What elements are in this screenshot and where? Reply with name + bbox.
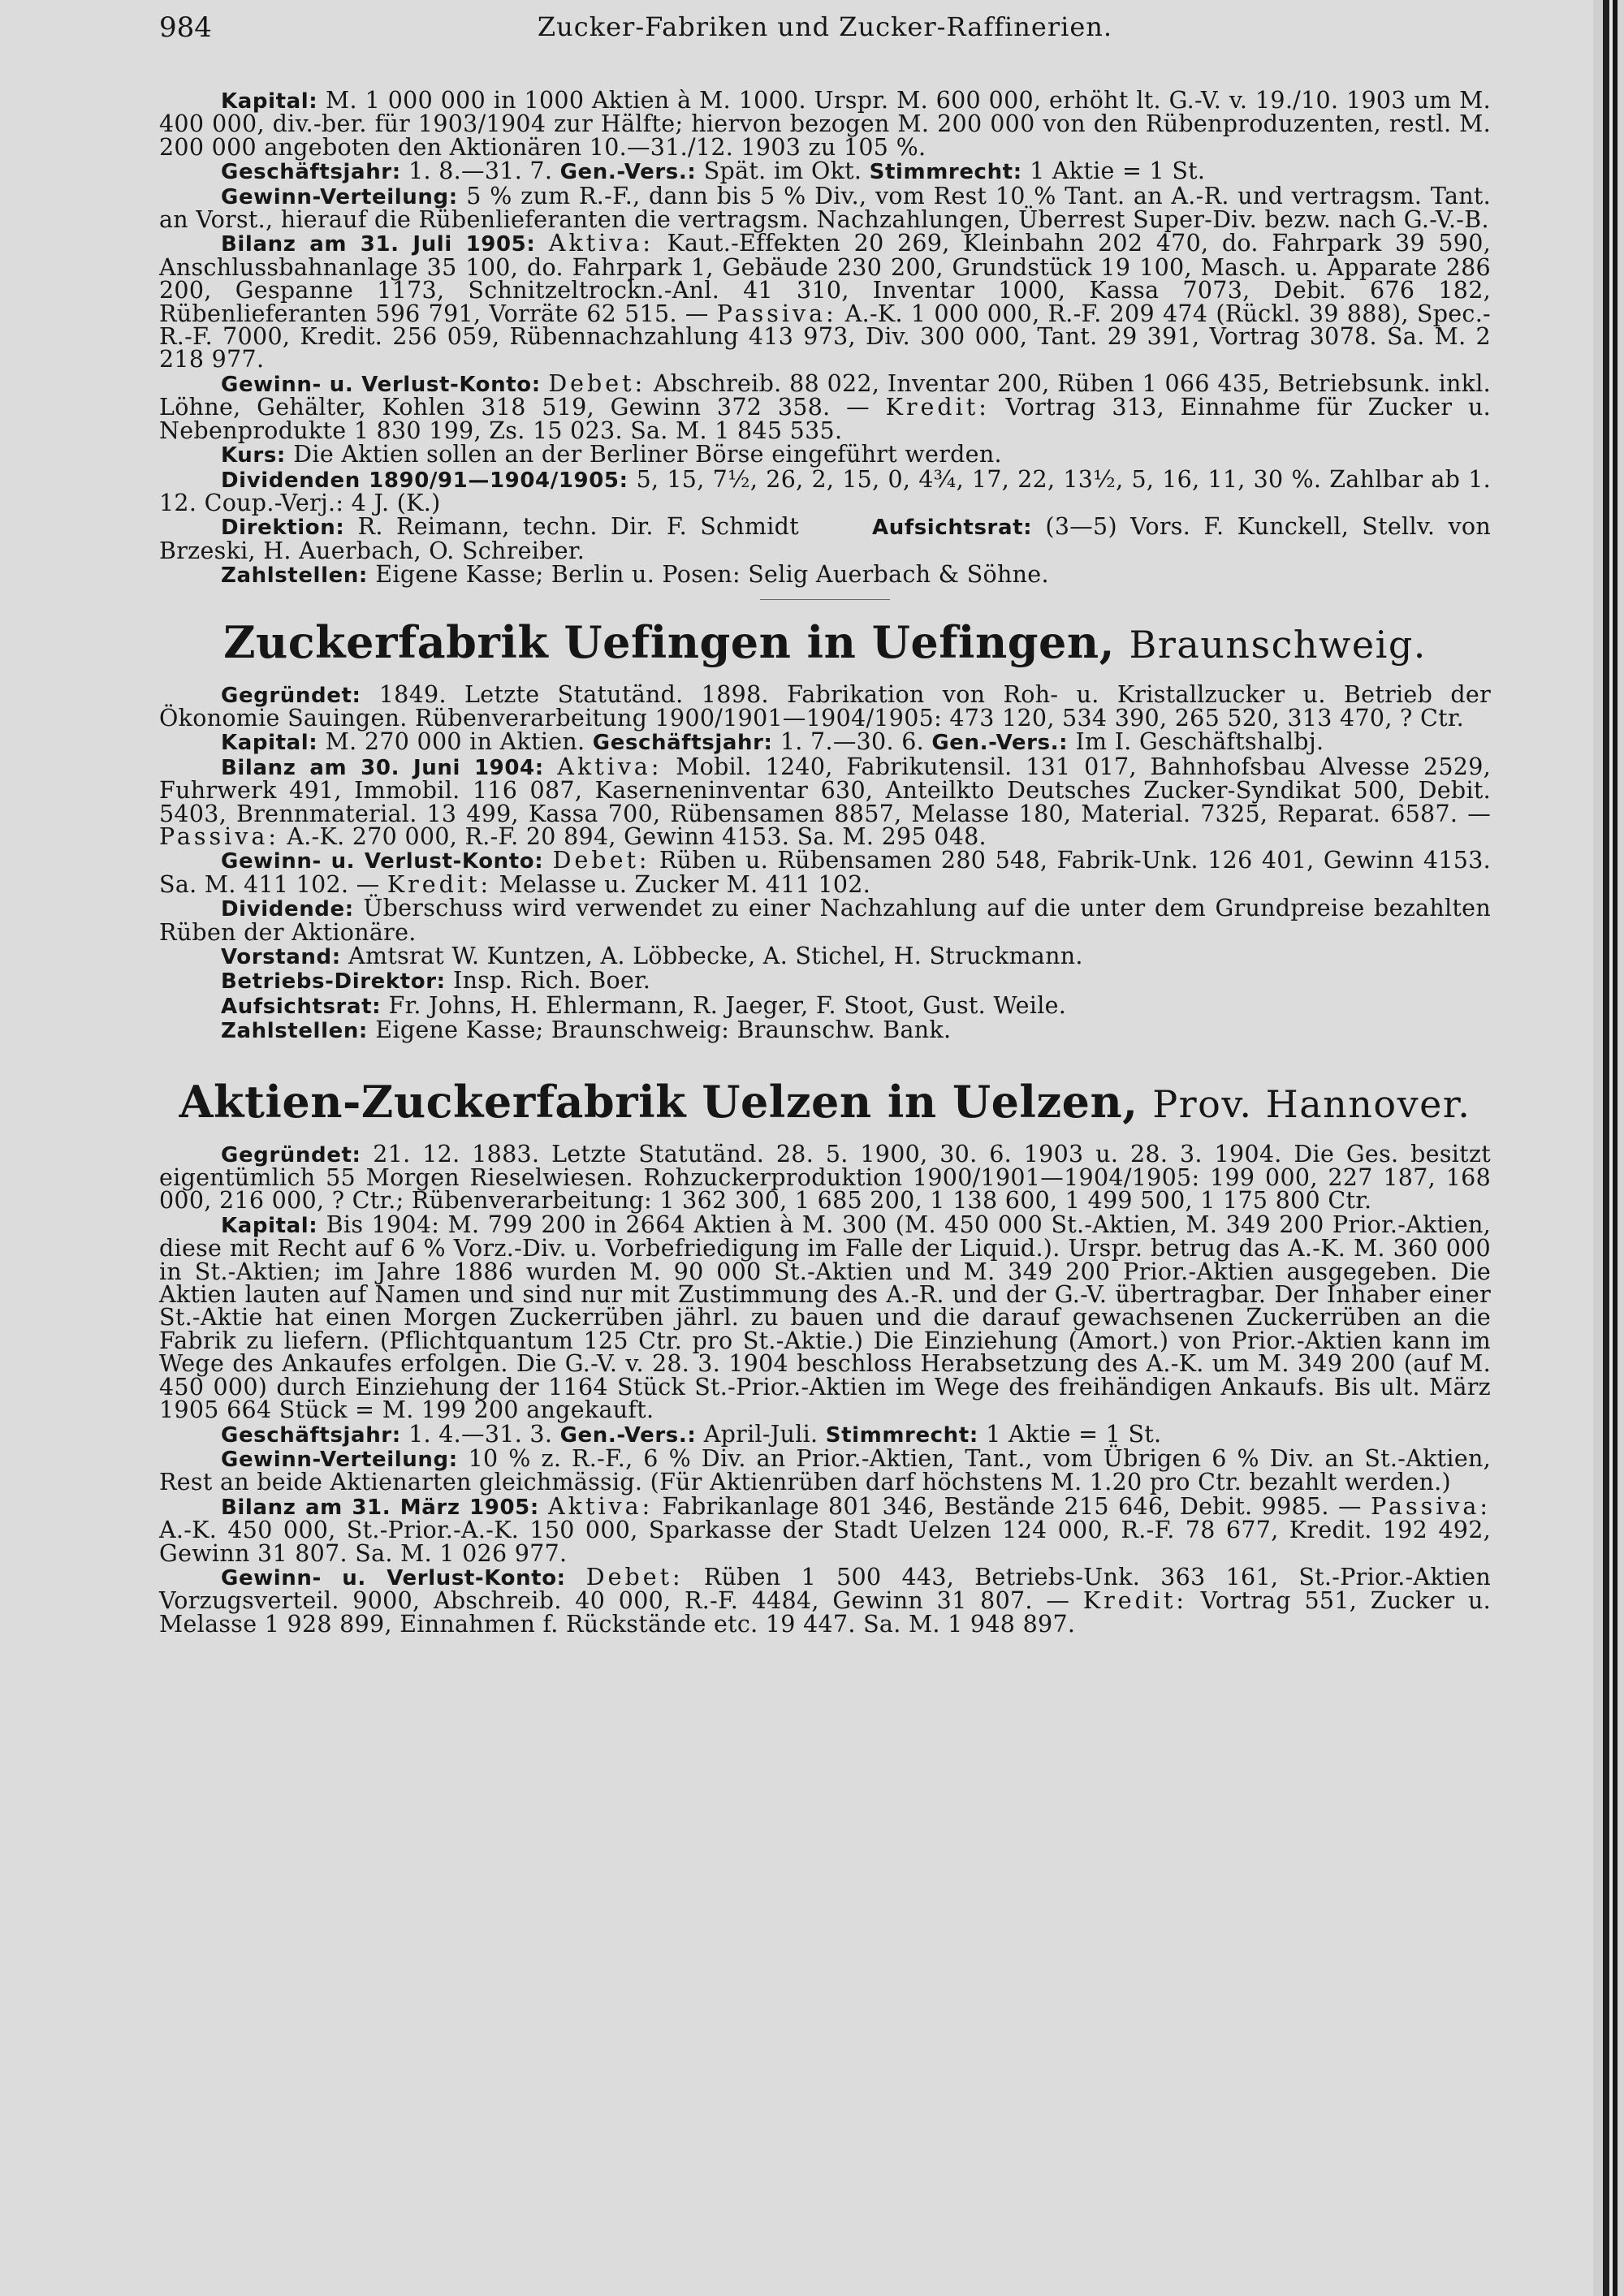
field-text: Fr. Johns, H. Ehlermann, R. Jaeger, F. Stoot, Gust. Weile. [388, 991, 1067, 1019]
zahlstellen-paragraph [159, 563, 1491, 587]
field-text: 5 % zum R.-F., dann bis 5 % Div., vom Rest 10 % Tant. an A.-R. und vertragsm. Tant. an Vorst., hierauf die Rübenlieferanten die vertragsm. Nachzahlungen, Überrest Super-Div. bezw. nach G.-V.-B. [159, 182, 1492, 234]
aufsichtsrat-paragraph [159, 991, 1491, 1019]
aktiva-label: Aktiva: [548, 1492, 654, 1520]
field-text: Überschuss wird verwendet zu einer Nachzahlung auf die unter dem Grundpreise bezahlten Rüben der Aktionäre. [159, 895, 1491, 946]
kapital-paragraph [159, 728, 1491, 756]
field-label: Aufsichtsrat: [221, 994, 382, 1019]
running-title: Zucker-Fabriken und Zucker-Raffinerien. [537, 11, 1113, 42]
field-text: Rüben u. Rübensamen 280 548, Fabrik-Unk. 126 401, Gewinn 4153. Sa. M. 411 102. — [159, 847, 1492, 898]
gewinn-paragraph [159, 182, 1492, 234]
field-label: Zahlstellen: [221, 1019, 368, 1044]
company-heading [159, 616, 1491, 671]
dividende-paragraph [159, 897, 1491, 944]
field-label: Gen.-Vers.: [559, 1422, 697, 1448]
field-label: Gewinn- u. Verlust-Konto: [221, 849, 544, 874]
field-text: 1849. Letzte Statutänd. 1898. Fabrikation von Roh- u. Kristallzucker u. Betrieb der Ökonomie Sauingen. Rübenverarbeitung 1900/1901—1904/1905: 473 120, 534 390, 265 520, 313 470, ? Ctr. [159, 680, 1491, 732]
field-text: Fabrikanlage 801 346, Bestände 215 646, Debit. 9985. — [662, 1492, 1362, 1520]
zahlstellen-paragraph [159, 1016, 1491, 1044]
field-text: Bis 1904: M. 799 200 in 2664 Aktien à M. 300 (M. 450 000 St.-Aktien, M. 349 200 Prior.-Aktien, diese mit Recht auf 6 % Vorz.-Div. u. Vorbefriedigung im Falle der Liquid.). Urspr. betrug das A.-K. M. 360 000 in St.-Aktien; im Jahre 1886 wurden M. 90 000 St.-Aktien und M. 349 200 Prior.-Aktien ausgegeben. Die Aktien lauten auf Namen und sind nur mit Zustimmung des A.-R. und der G.-V. übertragbar. Der Inhaber einer St.-Aktie hat einen Morgen Zuckerrüben jährl. zu bauen und die darauf gewachsenen Zuckerrüben an die Fabrik zu liefern. (Pflichtquantum 125 Ctr. pro St.-Aktie.) Die Einziehung (Amort.) von Prior.-Aktien kann im Wege des Ankaufes erfolgen. Die G.-V. v. 28. 3. 1904 beschloss Herabsetzung des A.-K. um M. 349 200 (auf M. 450 000) durch Einziehung der 1164 Stück St.-Prior.-Aktien im Wege des freihändigen Ankaufs. Bis ult. März 1905 664 Stück = M. 199 200 angekauft. [159, 1211, 1492, 1424]
company-title: Zuckerfabrik Uefingen in Uefingen, [223, 615, 1115, 668]
field-label: Gewinn- u. Verlust-Konto: [221, 1565, 566, 1590]
field-label: Gen.-Vers.: [559, 160, 697, 185]
field-text: Eigene Kasse; Berlin u. Posen: Selig Auerbach & Söhne. [375, 561, 1049, 589]
aktiva-label: Aktiva: [548, 230, 654, 257]
field-label: Bilanz am 30. Juni 1904: [221, 755, 544, 780]
field-text: Abschreib. 88 022, Inventar 200, Rüben 1 066 435, Betriebsunk. inkl. Löhne, Gehälter, Kohlen 318 519, Gewinn 372 358. — [159, 369, 1492, 421]
field-text: 1 Aktie = 1 St. [986, 1420, 1162, 1448]
section-divider [760, 599, 890, 600]
field-text: M. 270 000 in Aktien. [325, 728, 585, 756]
field-label: Stimmrecht: [825, 1422, 978, 1448]
field-text: Amtsrat W. Kuntzen, A. Löbbecke, A. Stichel, H. Struckmann. [348, 943, 1083, 969]
bilanz-paragraph [159, 753, 1492, 850]
field-text: Melasse u. Zucker M. 411 102. [499, 870, 871, 898]
company-entry-uefingen [159, 616, 1491, 1043]
field-label: Stimmrecht: [869, 160, 1022, 185]
gewinn-paragraph [159, 1444, 1491, 1496]
meta-paragraph [159, 160, 1491, 183]
field-text: Vortrag 551, Zucker u. Melasse 1 928 899, Einnahmen f. Rückstände etc. 19 447. Sa. M. 1 948 897. [159, 1587, 1492, 1638]
kapital-paragraph [159, 89, 1491, 159]
kredit-label: Kredit: [885, 394, 990, 421]
field-text: 1. 8.—31. 7. [408, 158, 553, 185]
company-region: Prov. Hannover. [1152, 1081, 1471, 1126]
field-text: 21. 12. 1883. Letzte Statutänd. 28. 5. 1900, 30. 6. 1903 u. 28. 3. 1904. Die Ges. besitzt eigentümlich 55 Morgen Rieselwiesen. Rohzuckerproduktion 1900/1901—1904/1905: 199 000, 227 187, 168 000, 216 000, ? Ctr.; Rübenverarbeitung: 1 362 300, 1 685 200, 1 138 600, 1 499 500, 1 175 800 Ctr. [159, 1140, 1492, 1215]
field-text: Kaut.-Effekten 20 269, Kleinbahn 202 470, do. Fahrpark 39 590, Anschlussbahnanlage 35 100, do. Fahrpark 1, Gebäude 230 200, Grundstück 19 100, Masch. u. Apparate 286 200, Gespanne 1173, Schnitzeltrockn.-Anl. 41 310, Inventar 1000, Kassa 7073, Debit. 676 182, Rübenlieferanten 596 791, Vorräte 62 515. — [159, 230, 1492, 327]
field-label: Geschäftsjahr: [592, 731, 773, 756]
field-text: (3—5) Vors. F. Kunckell, Stellv. von Brzeski, H. Auerbach, O. Schreiber. [159, 513, 1492, 564]
field-text: Insp. Rich. Boer. [453, 967, 651, 995]
guv-paragraph [159, 849, 1491, 896]
field-label: Kurs: [221, 443, 286, 468]
field-label: Betriebs-Direktor: [221, 969, 446, 995]
field-label: Gewinn-Verteilung: [221, 184, 458, 209]
field-label: Gegründet: [221, 1142, 361, 1167]
guv-paragraph [159, 1563, 1492, 1638]
guv-paragraph [159, 369, 1492, 444]
field-label: Geschäftsjahr: [221, 160, 401, 185]
field-text: R. Reimann, techn. Dir. F. Schmidt [357, 513, 799, 541]
field-text: 1. 4.—31. 3. [408, 1420, 553, 1448]
field-text: 10 % z. R.-F., 6 % Div. an Prior.-Aktien, Tant., vom Übrigen 6 % Div. an St.-Aktien, Rest an beide Aktienarten gleichmässig. (Für Aktienrüben darf höchstens M. 1.20 pro Ctr. bezahlt werden.) [159, 1444, 1491, 1496]
aktiva-label: Aktiva: [557, 753, 663, 780]
company-title: Aktien-Zuckerfabrik Uelzen in Uelzen, [179, 1075, 1138, 1128]
direktion-paragraph [159, 513, 1492, 564]
bilanz-paragraph [159, 232, 1491, 371]
gegruendet-paragraph [159, 1140, 1492, 1215]
bilanz-paragraph [159, 1492, 1492, 1567]
field-label: Geschäftsjahr: [221, 1422, 401, 1448]
field-label: Dividenden 1890/91—1904/1905: [221, 468, 628, 493]
debet-label: Debet: [548, 369, 646, 397]
passiva-label: Passiva: [1371, 1492, 1492, 1520]
field-label: Direktion: [221, 516, 345, 541]
gegruendet-paragraph [159, 680, 1491, 732]
field-label: Gewinn-Verteilung: [221, 1447, 458, 1472]
company-entry-continued [159, 89, 1491, 588]
field-text: Rüben 1 500 443, Betriebs-Unk. 363 161, St.-Prior.-Aktien Vorzugsverteil. 9000, Abschreib. 40 000, R.-F. 4484, Gewinn 31 807. — [159, 1563, 1491, 1615]
field-text: Spät. im Okt. [703, 158, 862, 185]
debet-label: Debet: [552, 847, 650, 874]
field-text: A.-K. 450 000, St.-Prior.-A.-K. 150 000, Sparkasse der Stadt Uelzen 124 000, R.-F. 78 677, Kredit. 192 492, Gewinn 31 807. Sa. M. 1 026 977. [159, 1517, 1491, 1567]
dividenden-paragraph [159, 465, 1491, 516]
field-label: Gewinn- u. Verlust-Konto: [221, 372, 541, 397]
page-number: 984 [159, 11, 212, 44]
field-text: Mobil. 1240, Fabrikutensil. 131 017, Bahnhofsbau Alvesse 2529, Fuhrwerk 491, Immobil. 116 087, Kaserneninventar 630, Anteilkto Deutsches Zucker-Syndikat 500, Debit. 5403, Brennmaterial. 13 499, Kassa 700, Rübensamen 8857, Melasse 180, Material. 7325, Reparat. 6587. — [159, 753, 1492, 827]
field-label: Kapital: [221, 89, 318, 114]
field-text: 1. 7.—30. 6. [780, 728, 924, 756]
kredit-label: Kredit: [387, 870, 492, 898]
field-label: Gen.-Vers.: [931, 731, 1069, 756]
meta-paragraph [159, 1420, 1491, 1448]
field-text: Eigene Kasse; Braunschweig: Braunschw. Bank. [375, 1016, 952, 1044]
field-label: Aufsichtsrat: [871, 516, 1033, 541]
field-text: M. 1 000 000 in 1000 Aktien à M. 1000. Urspr. M. 600 000, erhöht lt. G.-V. v. 19./10. 1903 um M. 400 000, div.-ber. für 1903/1904 zur Hälfte; hiervon bezogen M. 200 000 von den Rübenproduzenten, restl. M. 200 000 angeboten den Aktionären 10.—31./12. 1903 zu 105 %. [159, 87, 1492, 161]
field-text: 5, 15, 7½, 26, 2, 15, 0, 4¾, 17, 22, 13½, 5, 16, 11, 30 %. Zahlbar ab 1. 12. Coup.-Verj.: 4 J. (K.) [159, 465, 1491, 516]
vorstand-paragraph [159, 945, 1491, 969]
field-label: Bilanz am 31. März 1905: [221, 1495, 539, 1520]
field-label: Bilanz am 31. Juli 1905: [221, 232, 536, 257]
field-label: Dividende: [221, 897, 354, 922]
field-text: April-Juli. [703, 1420, 818, 1448]
field-label: Vorstand: [221, 945, 341, 969]
company-entry-uelzen [159, 1076, 1491, 1637]
running-header [159, 11, 1491, 47]
page-body [159, 89, 1491, 1637]
field-text: Vortrag 313, Einnahme für Zucker u. Nebenprodukte 1 830 199, Zs. 15 023. Sa. M. 1 845 535. [159, 394, 1491, 444]
field-text: 1 Aktie = 1 St. [1030, 158, 1206, 185]
field-label: Zahlstellen: [221, 563, 368, 589]
debet-label: Debet: [585, 1563, 684, 1590]
field-label: Gegründet: [221, 683, 361, 708]
kurs-paragraph [159, 443, 1491, 467]
betriebs-direktor-paragraph [159, 969, 1491, 993]
passiva-label: Passiva: [159, 822, 279, 850]
field-text: Die Aktien sollen an der Berliner Börse eingeführt werden. [293, 441, 1002, 468]
kredit-label: Kredit: [1082, 1587, 1188, 1615]
field-text: Im I. Geschäftshalbj. [1075, 728, 1324, 756]
page-binding-edge [1593, 0, 1624, 2296]
field-label: Kapital: [221, 1213, 318, 1238]
passiva-label: Passiva: [716, 300, 837, 327]
kapital-paragraph [159, 1211, 1492, 1424]
field-text: A.-K. 270 000, R.-F. 20 894, Gewinn 4153. Sa. M. 295 048. [287, 822, 987, 850]
company-heading [159, 1076, 1491, 1130]
field-label: Kapital: [221, 731, 318, 756]
company-region: Braunschweig. [1129, 622, 1427, 667]
field-text: A.-K. 1 000 000, R.-F. 209 474 (Rückl. 39 888), Spec.-R.-F. 7000, Kredit. 256 059, Rübennachzahlung 413 973, Div. 300 000, Tant. 29 391, Vortrag 3078. Sa. M. 2 218 977. [159, 300, 1491, 373]
